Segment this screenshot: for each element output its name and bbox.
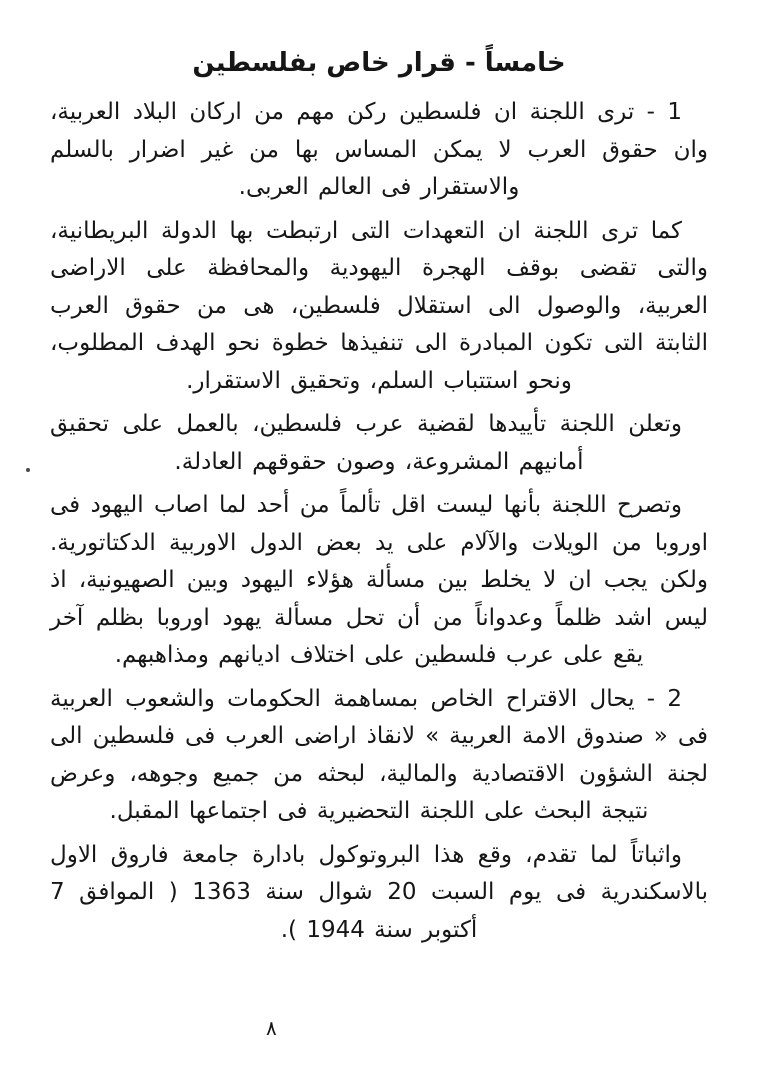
document-body bbox=[50, 94, 708, 955]
paragraph-2: كما ترى اللجنة ان التعهدات التى ارتبطت بها الدولة البريطانية، والتى تقضى بوقف الهجرة اليهودية والمحافظة على الاراضى العربية، والوصول الى استقلال فلسطين، هى من حقوق العرب الثابتة التى تكون المبادرة الى تنفيذها خطوة نحو الهدف المطلوب، ونحو استتباب السلم، وتحقيق الاستقرار. bbox=[50, 217, 708, 394]
paragraph-3: وتعلن اللجنة تأييدها لقضية عرب فلسطين، بالعمل على تحقيق أمانيهم المشروعة، وصون حقوقهم العادلة. bbox=[50, 411, 682, 475]
page-number: ٨ bbox=[266, 1016, 277, 1040]
page-title: خامساً - قرار خاص بفلسطين bbox=[192, 48, 566, 78]
paragraph-4: وتصرح اللجنة بأنها ليست اقل تألماً من أحد لما اصاب اليهود فى اوروبا من الويلات والآلام على يد بعض الدول الاوربية الدكتاتورية. ولكن يجب ان لا يخلط بين مسألة هؤلاء اليهود وبين الصهيونية، اذ ليس اشد ظلماً وعدواناً من أن تحل مسألة يهود اوروبا بظلم آخر يقع على عرب فلسطين على اختلاف اديانهم ومذاهبهم. bbox=[50, 492, 708, 668]
paragraph-6: واثباتاً لما تقدم، وقع هذا البروتوكول بادارة جامعة فاروق الاول بالاسكندرية فى يوم السبت 20 شوال سنة 1363 ( الموافق 7 أكتوبر سنة 1944 ). bbox=[50, 841, 708, 943]
paragraph-5: 2 - يحال الاقتراح الخاص بمساهمة الحكومات والشعوب العربية فى « صندوق الامة العربية » لانقاذ اراضى العرب فى فلسطين الى لجنة الشؤون الاقتصادية والمالية، لبحثه من جميع وجوهه، وعرض نتيجة البحث على اللجنة التحضيرية فى اجتماعها المقبل. bbox=[50, 685, 708, 824]
paragraph-1: 1 - ترى اللجنة ان فلسطين ركن مهم من اركان البلاد العربية، وان حقوق العرب لا يمكن المساس بها من غير اضرار بالسلم والاستقرار فى العالم العربى. bbox=[50, 99, 708, 200]
ink-spot-artifact bbox=[26, 468, 30, 472]
